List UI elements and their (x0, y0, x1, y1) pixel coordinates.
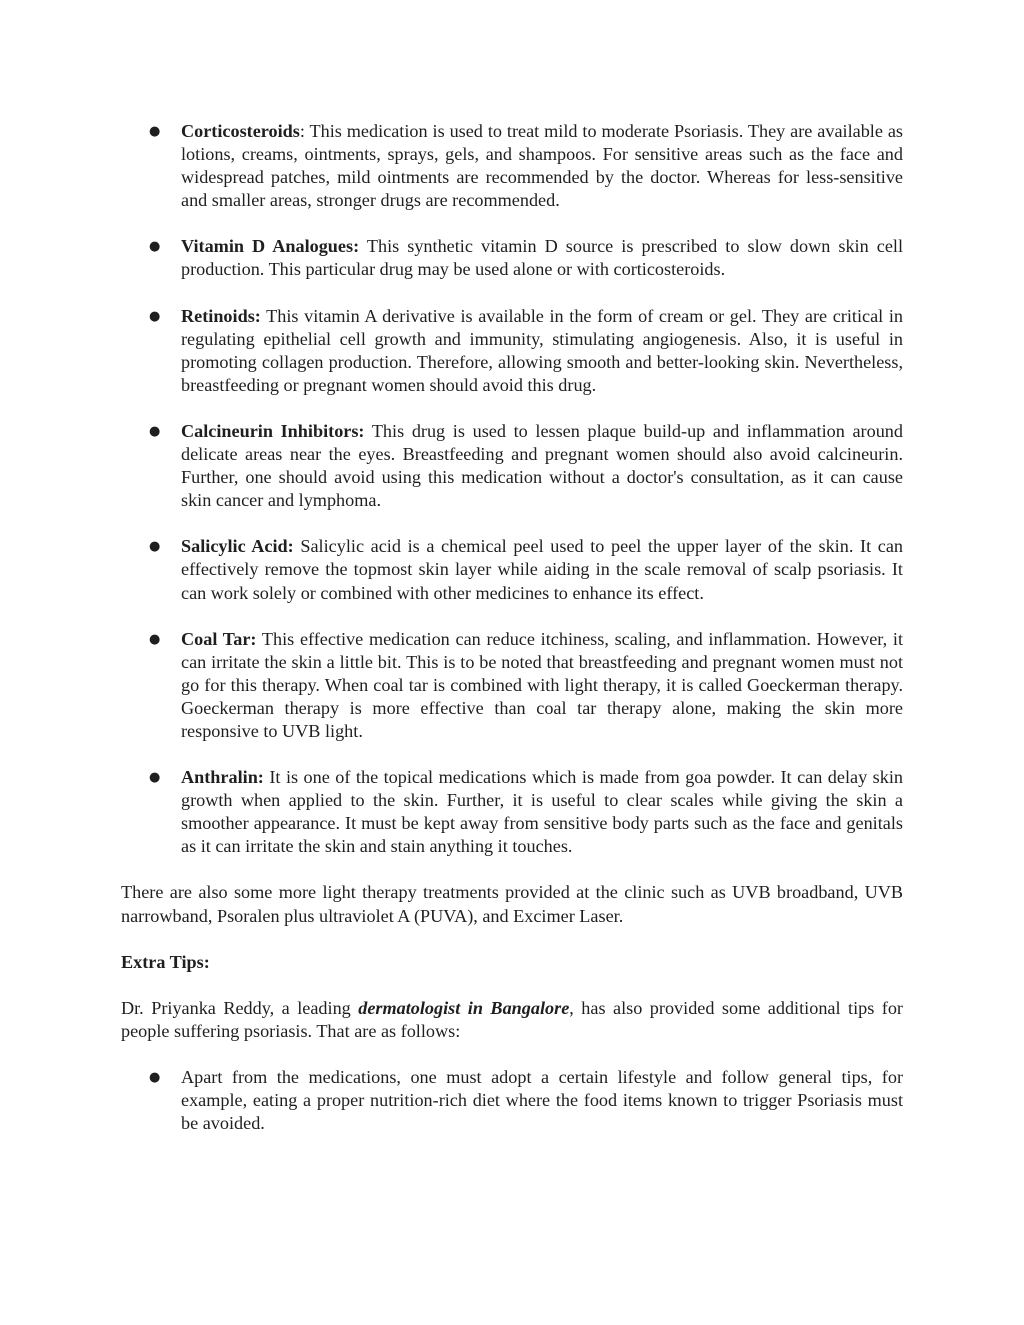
bullet-icon: ● (149, 770, 161, 786)
list-item-tip (121, 1066, 903, 1135)
term-description: Salicylic acid is a chemical peel used to peel the upper layer of the skin. It can effectively remove the topmost skin layer while aiding in the scale removal of scalp psoriasis. It can work solely or combined with other medicines to enhance its effect. (181, 536, 903, 603)
term-description: This vitamin A derivative is available in the form of cream or gel. They are critical in regulating epithelial cell growth and immunity, stimulating angiogenesis. Also, it is useful in promoting collagen production. Therefore, allowing smooth and better-looking skin. Nevertheless, breastfeeding or pregnant women should avoid this drug. (181, 305, 903, 395)
bullet-icon: ● (149, 539, 161, 555)
doctor-text-end: , has also provided some additional tips for people suffering psoriasis. That are as follows: (121, 997, 903, 1041)
term-description: This medication is used to treat mild to moderate Psoriasis. They are available as lotions, creams, ointments, sprays, gels, and shampoos. For sensitive areas such as the face and widespread patches, mild ointments are recommended by the doctor. Whereas for less-sensitive and smaller areas, stronger drugs are recommended. (181, 121, 903, 211)
document-page (121, 120, 903, 1158)
bullet-icon: ● (149, 124, 161, 139)
doctor-paragraph (121, 997, 903, 1043)
bullet-icon: ● (149, 423, 161, 439)
list-item-corticosteroids (121, 120, 903, 212)
treatment-list (121, 120, 903, 858)
term-description: This synthetic vitamin D source is prescribed to slow down skin cell production. This particular drug may be used alone or with corticosteroids. (181, 236, 903, 280)
tips-list (121, 1066, 903, 1135)
bullet-icon: ● (149, 1069, 161, 1085)
term-label: Vitamin D Analogues: (181, 236, 360, 257)
list-item-vitamin-d-analogues (121, 235, 903, 281)
term-label: Coal Tar: (181, 628, 257, 649)
term-description: It is one of the topical medications which is made from goa powder. It can delay skin growth when applied to the skin. Further, it is useful to clear scales while giving the skin a smoother appearance. It must be kept away from sensitive body parts such as the face and genitals as it can irritate the skin and stain anything it touches. (181, 767, 903, 857)
doctor-text-start: Dr. Priyanka Reddy, a leading (121, 997, 359, 1018)
list-item-coal-tar (121, 628, 903, 743)
term-description: This effective medication can reduce itchiness, scaling, and inflammation. However, it can irritate the skin a little bit. This is to be noted that breastfeeding and pregnant women must not go for this therapy. When coal tar is combined with light therapy, it is called Goeckerman therapy. Goeckerman therapy is more effective than coal tar therapy alone, making the skin more responsive to UVB light. (181, 628, 903, 741)
term-label: Retinoids: (181, 305, 261, 326)
term-label: Corticosteroids (181, 121, 300, 141)
bullet-icon: ● (149, 239, 161, 255)
term-label: Salicylic Acid: (181, 536, 294, 557)
list-item-retinoids (121, 305, 903, 397)
term-separator: : (299, 121, 305, 141)
list-item-salicylic-acid (121, 535, 903, 604)
bullet-icon: ● (149, 631, 161, 647)
tip-text: Apart from the medications, one must adopt a certain lifestyle and follow general tips, for example, eating a proper nutrition-rich diet where the food items known to trigger Psoriasis must be avoided. (181, 1066, 903, 1134)
extra-tips-heading: Extra Tips: (121, 951, 210, 972)
list-item-calcineurin-inhibitors (121, 420, 903, 512)
term-label: Anthralin: (181, 767, 264, 788)
term-label: Calcineurin Inhibitors: (181, 420, 365, 441)
dermatologist-link-text: dermatologist in Bangalore (358, 997, 570, 1018)
bullet-icon: ● (149, 308, 161, 324)
light-therapy-paragraph: There are also some more light therapy treatments provided at the clinic such as UVB broadband, UVB narrowband, Psoralen plus ultraviolet A (PUVA), and Excimer Laser. (121, 882, 903, 926)
list-item-anthralin (121, 766, 903, 858)
term-description: This drug is used to lessen plaque build-up and inflammation around delicate areas near the eyes. Breastfeeding and pregnant women should also avoid calcineurin. Further, one should avoid using this medication without a doctor's consultation, as it can cause skin cancer and lymphoma. (181, 420, 903, 511)
